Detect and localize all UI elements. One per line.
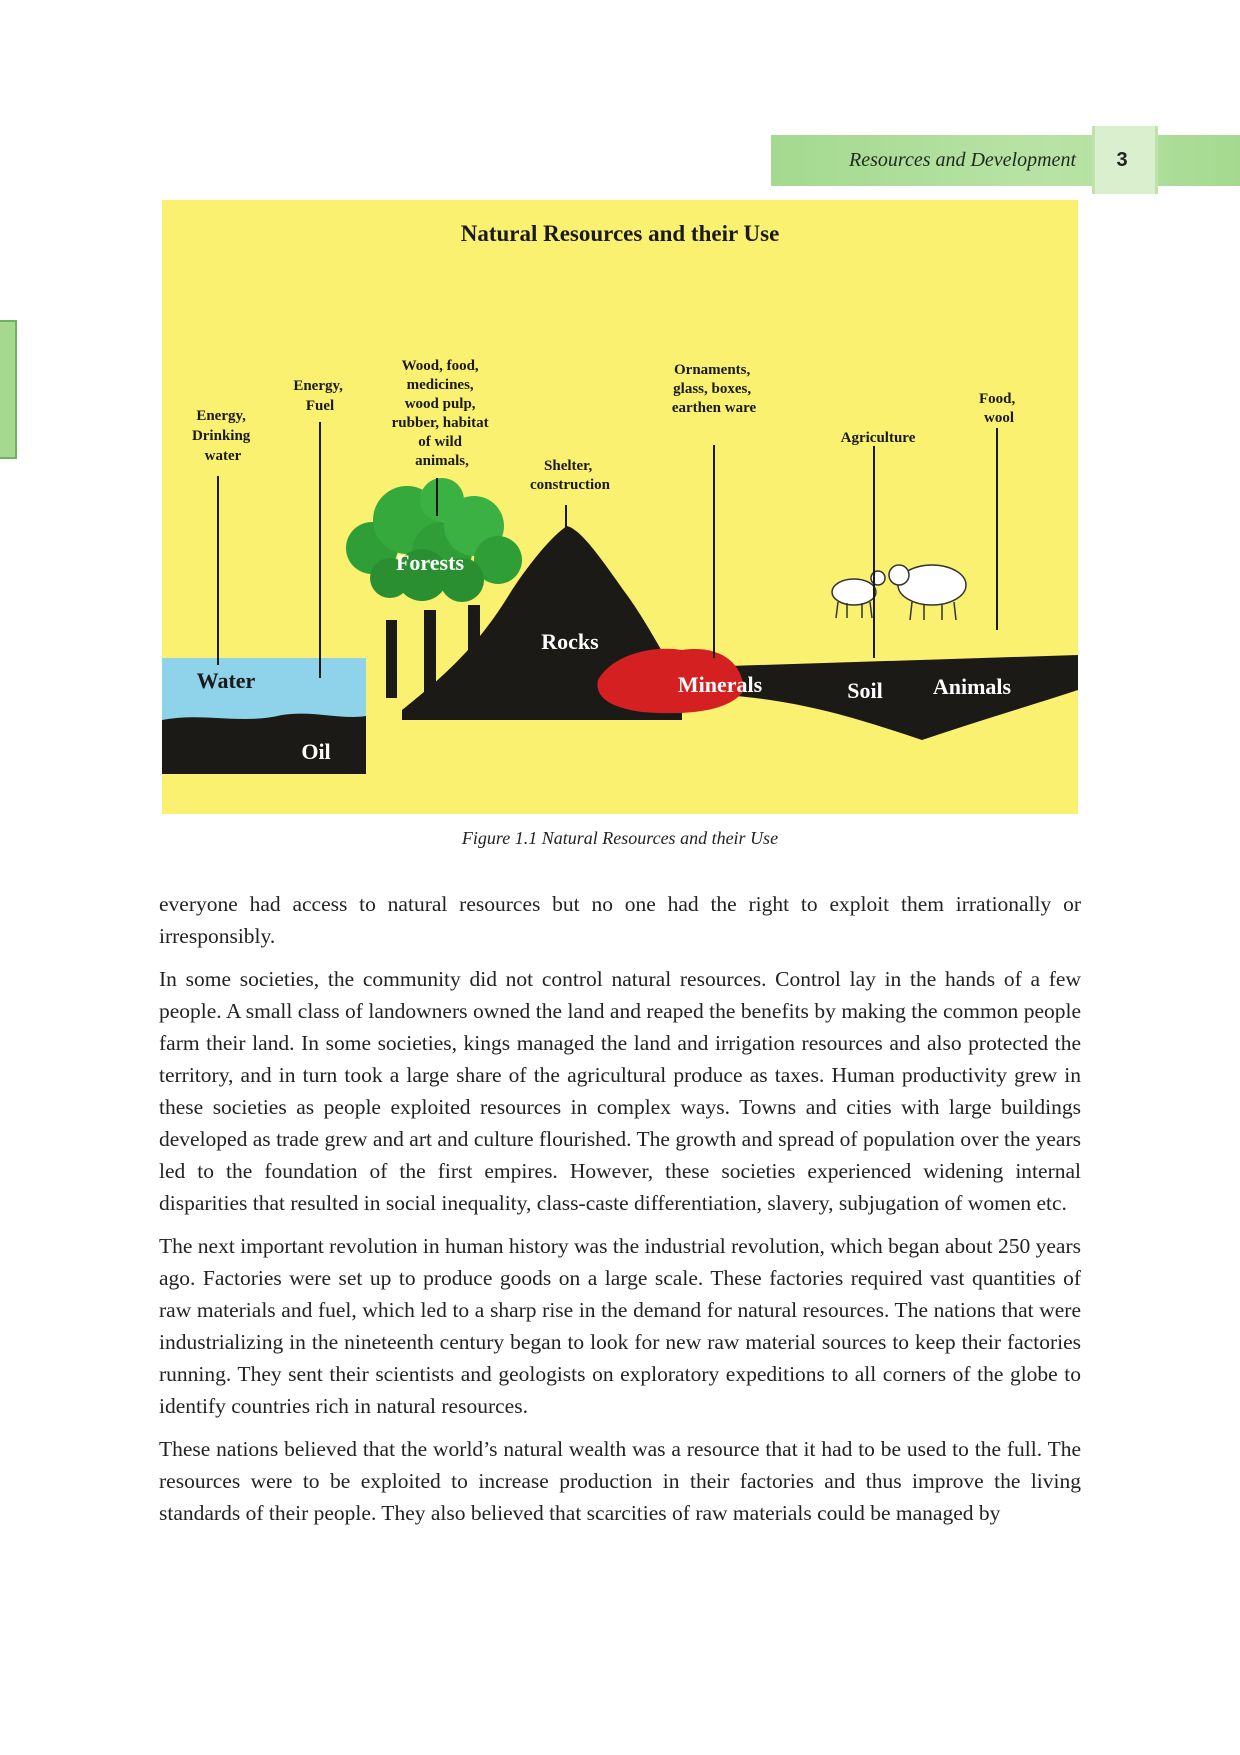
rocks-label: Rocks	[541, 629, 599, 654]
figure-title: Natural Resources and their Use	[460, 221, 780, 246]
soil-label: Soil	[847, 678, 883, 703]
water-body	[162, 658, 366, 720]
water-use-label: Energy, Drinking water	[191, 408, 251, 464]
forests-label: Forests	[395, 550, 465, 575]
soil-use-label: Agriculture	[840, 430, 916, 446]
section-title: Resources and Development	[849, 149, 1076, 171]
forests-use-label: Wood, food, medicines, wood pulp, rubber, habitat of wild animals,	[391, 358, 489, 469]
paragraph: everyone had access to natural resources but no one had the right to exploit them irrationally or irresponsibly.	[159, 892, 1081, 948]
page-number: 3	[1116, 149, 1128, 171]
paragraph: The next important revolution in human history was the industrial revolution, which began about 250 years ago. Factories were set up to produce goods on a large scale. These factories required vast quantities of raw materials and fuel, which led to a sharp rise in the demand for natural resources. The nations that were industrializing in the nineteenth century began to look for new raw material sources to keep their factories running. They sent their scientists and geologists on exploratory expeditions to all corners of the globe to identify countries rich in natural resources.	[159, 1234, 1081, 1418]
water-label: Water	[196, 668, 256, 693]
rocks-use-label: Shelter, construction	[530, 458, 610, 493]
oil-use-label: Energy, Fuel	[293, 378, 343, 414]
oil-label: Oil	[301, 739, 331, 764]
animals-label: Animals	[932, 674, 1012, 699]
tree-trunk	[386, 620, 397, 698]
minerals-use-label: Ornaments, glass, boxes, earthen ware	[671, 362, 757, 416]
body-text	[159, 888, 1081, 1540]
natural-resources-figure	[162, 200, 1078, 814]
ground-left	[162, 714, 366, 774]
animals-use-label: Food, wool	[978, 391, 1016, 426]
paragraph: These nations believed that the world’s natural wealth was a resource that it had to be used to the full. The resources were to be exploited to increase production in their factories and thus improve the living standards of their people. They also believed that scarcities of raw materials could be managed by	[159, 1437, 1081, 1525]
chapter-marker	[0, 320, 17, 459]
figure-caption: Figure 1.1 Natural Resources and their Use	[461, 828, 779, 848]
minerals-label: Minerals	[677, 672, 763, 697]
paragraph: In some societies, the community did not control natural resources. Control lay in the hands of a few people. A small class of landowners owned the land and reaped the benefits by making the common people farm their land. In some societies, kings managed the land and irrigation resources and also protected the territory, and in turn took a large share of the agricultural produce as taxes. Human productivity grew in these societies as people exploited resources in complex ways. Towns and cities with large buildings developed as trade grew and art and culture flourished. The growth and spread of population over the years led to the foundation of the first empires. However, these societies experienced widening internal disparities that resulted in social inequality, class-caste differentiation, slavery, subjugation of women etc.	[159, 967, 1081, 1215]
